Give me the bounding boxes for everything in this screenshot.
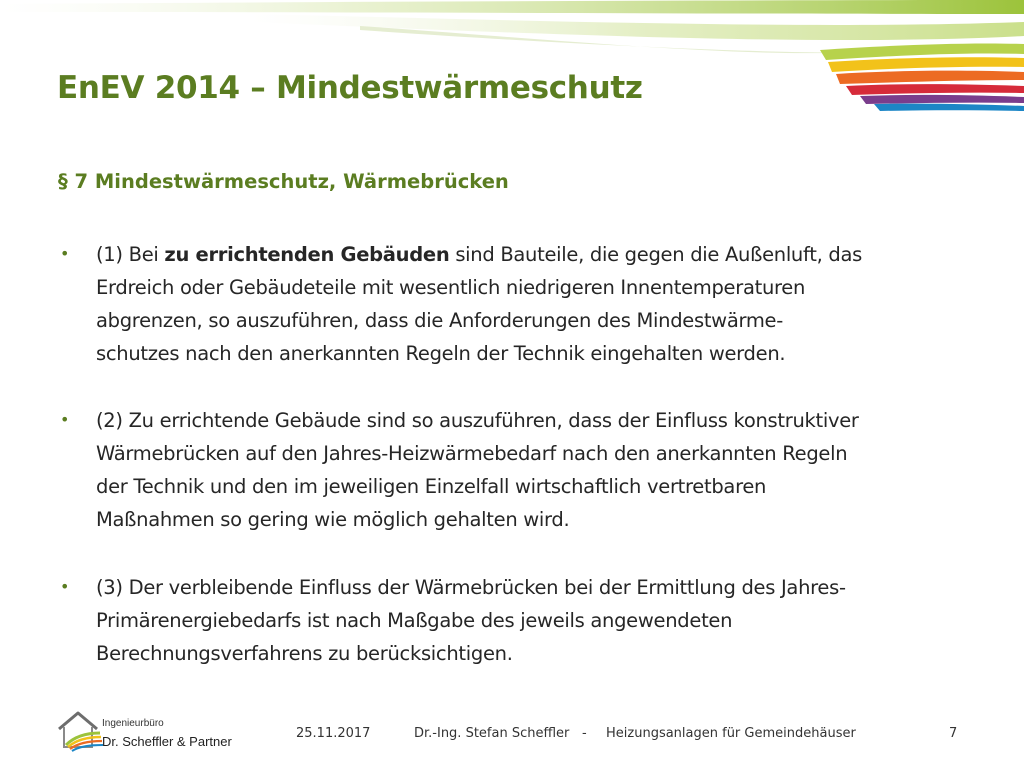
footer-date: 25.11.2017 xyxy=(296,726,371,741)
footer-topic: Heizungsanlagen für Gemeindehäuser xyxy=(606,726,856,741)
paragraph-2 xyxy=(96,404,986,536)
paragraph-line: Wärmebrücken auf den Jahres-Heizwärmebedarf nach den anerkannten Regeln xyxy=(96,442,848,465)
section-heading: § 7 Mindestwärmeschutz, Wärmebrücken xyxy=(58,170,509,193)
paragraph-3 xyxy=(96,571,986,670)
paragraph-text: (1) Bei xyxy=(96,243,165,266)
bullet-marker: • xyxy=(60,244,70,263)
paragraph-line: Maßnahmen so gering wie möglich gehalten wird. xyxy=(96,508,570,531)
paragraph-line: (2) Zu errichtende Gebäude sind so auszuführen, dass der Einfluss konstruktiver xyxy=(96,409,859,432)
footer-separator: - xyxy=(582,726,587,741)
emphasis-text: zu errichtenden Gebäuden xyxy=(164,243,450,266)
paragraph-line: schutzes nach den anerkannten Regeln der Technik eingehalten werden. xyxy=(96,342,786,365)
footer-company-name: Dr. Scheffler & Partner xyxy=(102,734,232,749)
paragraph-1 xyxy=(96,238,986,370)
paragraph-line: der Technik und den im jeweiligen Einzelfall wirtschaftlich vertretbaren xyxy=(96,475,767,498)
bullet-marker: • xyxy=(60,577,70,596)
paragraph-line: Primärenergiebedarfs ist nach Maßgabe des jeweils angewendeten xyxy=(96,609,733,632)
paragraph-text: sind Bauteile, die gegen die Außenluft, das xyxy=(449,243,862,266)
house-logo-icon xyxy=(56,707,106,753)
slide-title: EnEV 2014 – Mindestwärmeschutz xyxy=(57,70,643,106)
paragraph-line: Erdreich oder Gebäudeteile mit wesentlich niedrigeren Innentemperaturen xyxy=(96,276,806,299)
bullet-marker: • xyxy=(60,410,70,429)
paragraph-line xyxy=(96,238,986,271)
footer-company-label: Ingenieurbüro xyxy=(102,718,164,729)
footer-author: Dr.-Ing. Stefan Scheffler xyxy=(414,726,570,741)
paragraph-line: abgrenzen, so auszuführen, dass die Anforderungen des Mindestwärme- xyxy=(96,309,783,332)
paragraph-line: Berechnungsverfahrens zu berücksichtigen. xyxy=(96,642,513,665)
footer-page-number: 7 xyxy=(949,726,958,741)
paragraph-line: (3) Der verbleibende Einfluss der Wärmebrücken bei der Ermittlung des Jahres- xyxy=(96,576,846,599)
